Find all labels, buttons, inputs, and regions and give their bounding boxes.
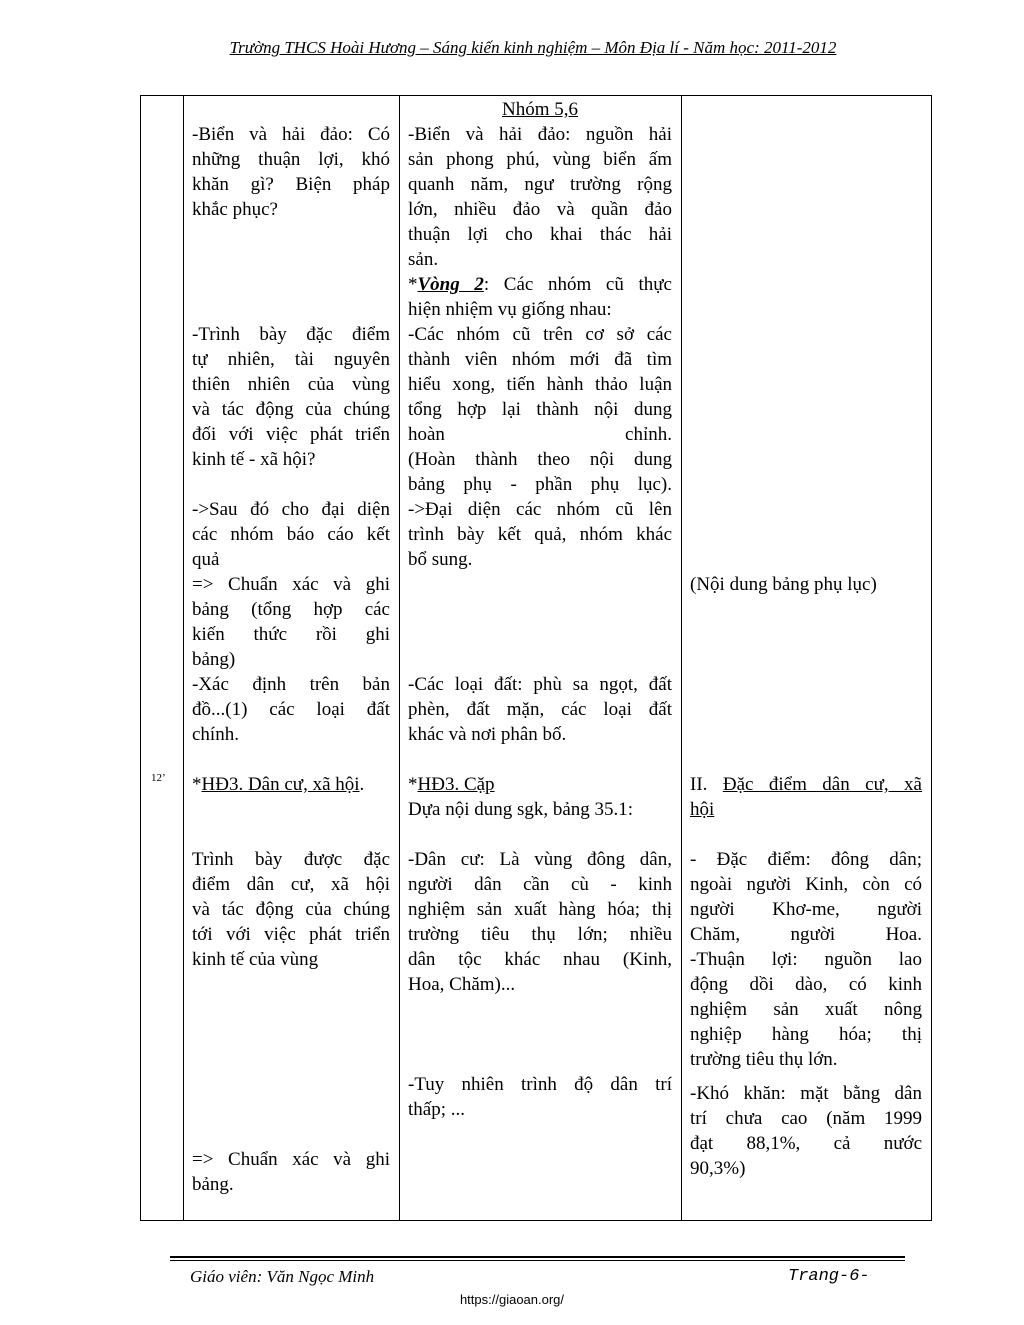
question-sea-islands (192, 122, 390, 222)
text-line: ngoài người Kinh, còn có (690, 874, 922, 895)
text-line: bảng (tổng hợp các (192, 599, 390, 620)
text-line: thiên nhiên của vùng (192, 374, 390, 395)
lesson-table (140, 95, 932, 1221)
text-line: và tác động của chúng (192, 399, 390, 420)
text-line: thuận lợi cho khai thác hải (408, 224, 672, 245)
soil-types (408, 672, 672, 747)
report-instruction (192, 497, 390, 572)
text-line: -Xác định trên bản (192, 674, 390, 695)
source-url[interactable]: https://giaoan.org/ (459, 1292, 565, 1307)
text-line: -Các nhóm cũ trên cơ sở các (408, 324, 672, 345)
text-line: lớn, nhiều đảo và quần đảo (408, 199, 672, 220)
text-line: chính. (192, 724, 239, 745)
population-answer (408, 847, 672, 997)
summary-note (192, 572, 390, 672)
map-task (192, 672, 390, 747)
text-line: bổ sung. (408, 549, 473, 570)
summary-note-2 (192, 1147, 390, 1197)
text-line: sản. (408, 249, 439, 270)
page-header: Trường THCS Hoài Hương – Sáng kiến kinh nghiệm – Môn Địa lí - Năm học: 2011-2012 (229, 38, 837, 57)
text-line: -Các loại đất: phù sa ngọt, đất (408, 674, 672, 695)
text-line: điểm dân cư, xã hội (192, 874, 390, 895)
text-line: bảng) (192, 649, 236, 670)
text-line: nghiệm sản xuất nông (690, 999, 922, 1020)
difficulties (690, 1081, 922, 1181)
text-line: phèn, đất mặn, các loại đất (408, 699, 672, 720)
text-line: - Đặc điểm: đông dân; (690, 849, 922, 870)
text-line: những thuận lợi, khó (192, 149, 390, 170)
teacher-credit: Giáo viên: Văn Ngọc Minh (190, 1267, 375, 1286)
text-line: sản phong phú, vùng biển ấm (408, 149, 672, 170)
text-line: bảng. (192, 1174, 234, 1195)
text-line: đồ...(1) các loại đất (192, 699, 390, 720)
text-line: -Trình bày đặc điểm (192, 324, 390, 345)
round-2-heading: *Vòng 2: Các nhóm cũ thực hiện nhiệm vụ giống nhau: (408, 274, 672, 320)
text-line: tổng hợp lại thành nội dung (408, 399, 672, 420)
text-line: quả (192, 549, 220, 570)
text-line: trường tiêu thụ lớn. (690, 1049, 838, 1070)
population-characteristics (690, 847, 922, 1072)
student-activity-column (408, 96, 672, 1220)
text-line: trí chưa cao (năm 1999 (690, 1108, 922, 1129)
appendix-note: (Nội dung bảng phụ lục) (690, 574, 877, 595)
text-line: và tác động của chúng (192, 899, 390, 920)
footer-rule (170, 1256, 905, 1258)
question-natural-features (192, 322, 390, 472)
text-line: dân tộc khác nhau (Kinh, (408, 949, 672, 970)
text-line: đối với việc phát triển (192, 424, 390, 445)
text-line: -Khó khăn: mặt bằng dân (690, 1083, 922, 1104)
text-line: động dồi dào, có kinh (690, 974, 922, 995)
text-line: Trình bày được đặc (192, 849, 390, 870)
text-line: nghiệp hàng hóa; thị (690, 1024, 922, 1045)
text-line: khăn gì? Biện pháp (192, 174, 390, 195)
text-line: -Thuận lợi: nguồn lao (690, 949, 922, 970)
text-line: người dân cần cù - kinh (408, 874, 672, 895)
text-line: hiểu xong, tiến hành thảo luận (408, 374, 672, 395)
text-line: bảng phụ - phần phụ lục). (408, 474, 672, 495)
education-level (408, 1072, 672, 1122)
text-line: Chăm, người Hoa. (690, 924, 922, 945)
text-line: => Chuẩn xác và ghi (192, 574, 390, 595)
time-label: 12’ (151, 772, 166, 784)
text-line: khác và nơi phân bố. (408, 724, 567, 745)
section-2-heading: II. Đặc điểm dân cư, xã hội (690, 774, 922, 820)
text-line: thấp; ... (408, 1099, 465, 1120)
page-number: Trang-6- (788, 1267, 870, 1286)
text-line: kinh tế của vùng (192, 949, 319, 970)
text-line: quanh năm, ngư trường rộng (408, 174, 672, 195)
text-line: -Tuy nhiên trình độ dân trí (408, 1074, 672, 1095)
activity-3-pair: *HĐ3. Cặp Dựa nội dung sgk, bảng 35.1: (408, 774, 634, 820)
text-line: -Dân cư: Là vùng đông dân, (408, 849, 672, 870)
population-task (192, 847, 390, 972)
teacher-activity-column (192, 96, 390, 1220)
group-discussion (408, 322, 672, 572)
text-line: tự nhiên, tài nguyên (192, 349, 390, 370)
text-line: trình bày kết quả, nhóm khác (408, 524, 672, 545)
activity-3-heading: *HĐ3. Dân cư, xã hội. (192, 774, 365, 795)
text-line: kinh tế - xã hội? (192, 449, 316, 470)
text-line: (Hoàn thành theo nội dung (408, 449, 672, 470)
column-divider (681, 96, 682, 1220)
text-line: ->Sau đó cho đại diện (192, 499, 390, 520)
text-line: -Biển và hải đảo: Có (192, 124, 390, 145)
text-line: hoàn chỉnh. (408, 424, 672, 445)
text-line: -Biển và hải đảo: nguồn hải (408, 124, 672, 145)
text-line: các nhóm báo cáo kết (192, 524, 390, 545)
text-line: khắc phục? (192, 199, 278, 220)
text-line: ->Đại diện các nhóm cũ lên (408, 499, 672, 520)
text-line: đạt 88,1%, cả nước (690, 1133, 922, 1154)
text-line: nghiệm sản xuất hàng hóa; thị (408, 899, 672, 920)
group-title: Nhóm 5,6 (502, 99, 578, 120)
text-line: Hoa, Chăm)... (408, 974, 516, 995)
text-line: trường tiêu thụ lớn; nhiều (408, 924, 672, 945)
footer-rule (170, 1260, 905, 1261)
column-divider (183, 96, 184, 1220)
text-line: thành viên nhóm mới đã tìm (408, 349, 672, 370)
text-line: => Chuẩn xác và ghi (192, 1149, 390, 1170)
content-column (690, 96, 922, 1220)
text-line: người Khơ-me, người (690, 899, 922, 920)
column-divider (399, 96, 400, 1220)
text-line: kiến thức rồi ghi (192, 624, 390, 645)
text-line: 90,3%) (690, 1158, 746, 1179)
text-line: tới với việc phát triển (192, 924, 390, 945)
answer-sea-islands (408, 122, 672, 272)
